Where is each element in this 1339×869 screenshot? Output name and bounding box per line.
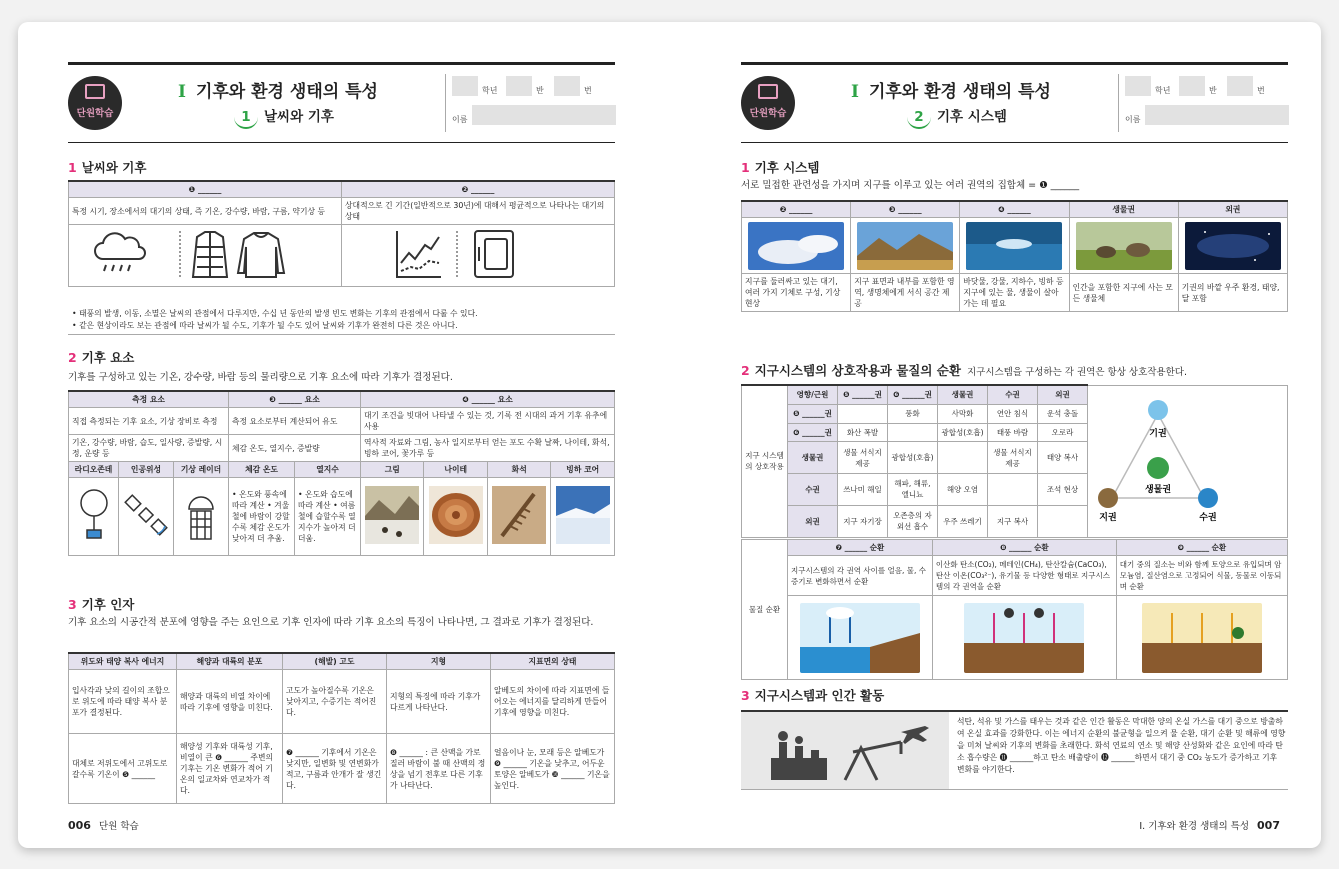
page-number: 007 (1257, 819, 1280, 832)
human-activity-illustration (741, 712, 949, 789)
header-ocean-land: 해양과 대륙의 분포 (177, 653, 283, 670)
s1-bottom-rule (68, 334, 615, 335)
sky-photo (748, 222, 844, 270)
right-footer (1139, 818, 1288, 832)
number-field[interactable] (554, 76, 580, 96)
section-2-heading (741, 361, 1187, 379)
unit-title (178, 77, 378, 102)
section-title: 날씨와 기후 (81, 160, 147, 175)
cell: 생물 서식지 제공 (838, 442, 888, 474)
carbon-cycle-desc: 이산화 탄소(CO₂), 메테인(CH₄), 탄산칼슘(CaCO₃), 탄산 이온(CO₃²⁻), 유기물 등 다양한 형태로 지구시스템의 각 권역을 순환 (932, 556, 1116, 596)
biosphere-photo-cell (1069, 218, 1178, 274)
fossil-cell (487, 478, 550, 556)
land-photo (857, 222, 953, 270)
header-outer-sphere: 외권 (1178, 201, 1287, 218)
radar-icon (181, 487, 221, 543)
derived-desc: 측정 요소로부터 계산되어 유도 (229, 408, 361, 435)
header-measured: 측정 요소 (69, 391, 229, 408)
grade-field[interactable] (1125, 76, 1151, 96)
name-field[interactable] (472, 105, 616, 125)
cell: 생물 서식지 제공 (988, 442, 1038, 474)
subtitle-text: 기후 시스템 (937, 109, 1007, 125)
header-atmosphere: ❷ ______ (742, 201, 851, 218)
textbook-spread (18, 22, 1321, 848)
cycle-row-label: 물질 순환 (742, 540, 788, 680)
unit-title-text: 기후와 환경 생태의 특성 (195, 82, 378, 102)
industry-svg (741, 712, 949, 789)
section-number: 3 (741, 688, 750, 703)
cell (838, 404, 888, 423)
class-field[interactable] (1179, 76, 1205, 96)
oil-pump-icon (845, 742, 901, 780)
unit-number: I (851, 82, 859, 102)
header-water-cycle: ❼ ______ 순환 (788, 540, 933, 556)
left-footer (68, 818, 139, 832)
water-cycle-diagram (800, 603, 920, 673)
surface-desc: 알베도의 차이에 따라 지표면에 들어오는 에너지를 달리하게 만들어 기후에 영향을 미친다. (491, 670, 615, 734)
row-sphere-5: ❺ ______권 (788, 404, 838, 423)
heat-index-desc: • 온도와 습도에 따라 계산 • 여름철에 습할수록 열지수가 높아져 더 더움. (295, 478, 361, 556)
section-3-heading (68, 595, 134, 613)
section-title: 지구시스템과 인간 활동 (754, 688, 885, 703)
cell (988, 474, 1038, 506)
biosphere-photo (1076, 222, 1172, 270)
book-icon (85, 84, 105, 99)
number-label: 번 (1257, 86, 1265, 95)
geosphere-desc: 지구 표면과 내부를 포함한 영역, 생명체에게 서식 공간 제공 (851, 274, 960, 312)
header-latitude: 위도와 태양 복사 에너지 (69, 653, 177, 670)
cell: 오존층의 자외선 흡수 (888, 505, 938, 537)
header-rule (741, 142, 1288, 143)
tree-ring-cell (424, 478, 487, 556)
top-rule (68, 62, 615, 65)
class-field[interactable] (506, 76, 532, 96)
header-hydrosphere: 수권 (988, 385, 1038, 404)
climate-factors-table (68, 652, 615, 804)
section-title: 기후 요소 (81, 350, 135, 365)
water-photo (966, 222, 1062, 270)
atmosphere-desc: 지구를 둘러싸고 있는 대기, 여러 가지 기체로 구성, 기상 현상 (742, 274, 851, 312)
latitude-desc: 입사각과 낮의 길이의 조합으로 위도에 따라 태양 복사 분포가 결정된다. (69, 670, 177, 734)
row-biosphere: 생물권 (788, 442, 838, 474)
section-1-heading (741, 158, 819, 176)
ocean-land-desc: 해양과 대륙의 비열 차이에 따라 기후에 영향을 미친다. (177, 670, 283, 734)
space-photo-cell (1178, 218, 1287, 274)
header-sphere-6: ❻ ______권 (888, 385, 938, 404)
number-label: 번 (584, 86, 592, 95)
header-geosphere: ❸ ______ (851, 201, 960, 218)
name-label: 이름 (1125, 115, 1141, 124)
subtitle-text: 날씨와 기후 (264, 109, 334, 125)
unit-title-text: 기후와 환경 생태의 특성 (868, 82, 1051, 102)
nitrogen-cycle-diagram (1142, 603, 1262, 673)
cell (1038, 505, 1088, 537)
grade-label: 학년 (1155, 86, 1171, 95)
measured-examples: 기온, 강수량, 바람, 습도, 일사량, 증발량, 시정, 운량 등 (69, 435, 229, 462)
s1-notes (72, 308, 612, 332)
header-source: 영향/근원 (788, 385, 838, 404)
climate-icons-svg (345, 227, 610, 281)
refrigerator-icon (475, 231, 513, 277)
space-photo (1185, 222, 1281, 270)
terrain-blank: ❽ ______ : 큰 산맥을 가로질러 바람이 불 때 산맥의 정상을 넘기 전후로 다른 기후가 나타난다. (387, 734, 491, 804)
sphere-triangle-cell (1088, 385, 1288, 537)
interaction-row-label: 지구 시스템의 상호작용 (742, 385, 788, 537)
cell (888, 423, 938, 442)
measured-desc: 직접 측정되는 기후 요소, 기상 장비로 측정 (69, 408, 229, 435)
sub-radar: 기상 레이더 (174, 462, 229, 478)
ocean-land-blank: 해양성 기후와 대륙성 기후, 비열이 큰 ❻ ______ 주변의 기후는 기온 변화가 적어 기온의 일교차와 연교차가 적다. (177, 734, 283, 804)
section-number: 2 (68, 350, 77, 365)
header-climate: ❷ ______ (342, 181, 615, 198)
climate-elements-table (68, 390, 615, 556)
painting-image (365, 486, 419, 544)
cell: 해파, 해류, 엘니뇨 (888, 474, 938, 506)
cell: 광합성(호흡) (888, 442, 938, 474)
cell: 쓰나미 해일 (838, 474, 888, 506)
carbon-cycle-diagram (964, 603, 1084, 673)
row-outer: 외권 (788, 505, 838, 537)
sub-tree-ring: 나이테 (424, 462, 487, 478)
number-field[interactable] (1227, 76, 1253, 96)
wave-icon (1198, 488, 1218, 508)
footer-text: I. 기후와 환경 생태의 특성 (1139, 821, 1250, 832)
left-page (68, 22, 615, 848)
tri-geosphere: 지권 (1099, 512, 1117, 523)
section-title: 기후 인자 (81, 597, 135, 612)
header-altitude: (해발) 고도 (283, 653, 387, 670)
tree-ring-image (429, 486, 483, 544)
section-number: 2 (741, 363, 750, 378)
top-rule (741, 62, 1288, 65)
section-title: 기후 시스템 (754, 160, 820, 175)
subtitle (234, 105, 334, 129)
line-graph-icon (397, 231, 441, 277)
latitude-blank: 대체로 저위도에서 고위도로 갈수록 기온이 ❺ ______ (69, 734, 177, 804)
header-derived: ❸ ______ 요소 (229, 391, 361, 408)
header-biosphere: 생물권 (938, 385, 988, 404)
water-photo-cell (960, 218, 1069, 274)
nitrogen-cycle-cell (1116, 596, 1287, 680)
unit-title (851, 77, 1051, 102)
cell: 지구 복사 (988, 505, 1038, 537)
cell: 태양 복사 (1038, 442, 1088, 474)
climate-desc: 상대적으로 긴 기간(일반적으로 30년)에 대해서 평균적으로 나타나는 대기의 상태 (342, 198, 615, 225)
weather-climate-table (68, 180, 615, 287)
radiosonde-icon (73, 487, 115, 543)
cell: 해양 오염 (938, 474, 988, 506)
section-number: 3 (68, 597, 77, 612)
cell: 사막화 (938, 404, 988, 423)
jacket-icon (193, 232, 227, 277)
weather-desc: 특정 시기, 장소에서의 대기의 상태, 즉 기온, 강수량, 바람, 구름, 약기상 등 (69, 198, 342, 225)
section-1-heading (68, 158, 146, 176)
name-label: 이름 (452, 115, 468, 124)
row-sphere-6: ❻ ______권 (788, 423, 838, 442)
cell: 태풍 바람 (988, 423, 1038, 442)
material-cycle-table (741, 539, 1288, 680)
nitrogen-cycle-desc: 대기 중의 질소는 비와 함께 토양으로 유입되며 암모늄염, 질산염으로 고정되어 식물, 동물로 이동되며 순환 (1116, 556, 1287, 596)
surface-blank: 얼음이나 눈, 모래 등은 알베도가 ❾ ______ 기온을 낮추고, 어두운 토양은 알베도가 ❿ ______ 기온을 높인다. (491, 734, 615, 804)
weather-icons (69, 225, 342, 287)
ice-core-cell (551, 478, 615, 556)
radar-cell (174, 478, 229, 556)
cloud-rain-icon (95, 233, 145, 271)
sub-painting: 그림 (361, 462, 424, 478)
cell: 지구 자기장 (838, 505, 888, 537)
s1-intro: 서로 밀접한 관련성을 가지며 지구를 이루고 있는 여러 권역의 집합체 = ❶ ______ (741, 180, 1080, 191)
tree-icon (1147, 457, 1169, 479)
radiosonde-cell (69, 478, 119, 556)
sky-photo-cell (742, 218, 851, 274)
human-activity-box (741, 710, 1288, 790)
header-carbon-cycle: ❽ ______ 순환 (932, 540, 1116, 556)
class-label: 반 (536, 86, 544, 95)
subtitle-number: 1 (234, 109, 258, 129)
section-subtext: 지구시스템을 구성하는 각 권역은 항상 상호작용한다. (966, 367, 1187, 378)
cell: 풍화 (888, 404, 938, 423)
painting-cell (361, 478, 424, 556)
note-2: • 같은 현상이라도 보는 관점에 따라 날씨가 될 수도, 기후가 될 수도 있어 날씨와 기후가 완전히 다른 것은 아니다. (72, 321, 458, 330)
airplane-icon (901, 726, 929, 744)
tri-hydrosphere: 수권 (1199, 512, 1217, 523)
unit-badge (68, 76, 122, 130)
badge-label: 단원학습 (749, 108, 787, 119)
climate-system-table (741, 200, 1288, 312)
satellite-icon (123, 490, 169, 540)
unit-badge (741, 76, 795, 130)
section-title: 지구시스템의 상호작용과 물질의 순환 (754, 363, 961, 378)
derived-examples: 체감 온도, 열지수, 증발량 (229, 435, 361, 462)
header-hydrosphere: ❹ ______ (960, 201, 1069, 218)
header-weather: ❶ ______ (69, 181, 342, 198)
sub-radiosonde: 라디오존데 (69, 462, 119, 478)
sub-feels-like: 체감 온도 (229, 462, 295, 478)
cell: 오로라 (1038, 423, 1088, 442)
header-proxy: ❹ ______ 요소 (361, 391, 615, 408)
cell: 화산 폭발 (838, 423, 888, 442)
badge-label: 단원학습 (76, 108, 114, 119)
grade-label: 학년 (482, 86, 498, 95)
rock-icon (1098, 488, 1118, 508)
cell: 연안 침식 (988, 404, 1038, 423)
satellite-cell (119, 478, 174, 556)
sweater-icon (238, 233, 284, 277)
name-field[interactable] (1145, 105, 1289, 125)
s2-intro: 기후를 구성하고 있는 기온, 강수량, 바람 등의 물리량으로 기후 요소에 따라 기후가 결정된다. (68, 372, 453, 383)
terrain-desc: 지형의 특징에 따라 기후가 다르게 나타난다. (387, 670, 491, 734)
section-2-heading (68, 348, 134, 366)
outer-sphere-desc: 기권의 바깥 우주 환경, 태양, 달 포함 (1178, 274, 1287, 312)
climate-icons (342, 225, 615, 287)
proxy-examples: 역사적 자료와 그림, 농사 일지로부터 얻는 포도 수확 날짜, 나이테, 화석, 빙하 코어, 꽃가루 등 (361, 435, 615, 462)
fossil-image (492, 486, 546, 544)
cell: 우주 쓰레기 (938, 505, 988, 537)
cell: 운석 충돌 (1038, 404, 1088, 423)
hydrosphere-desc: 바닷물, 강물, 지하수, 빙하 등 지구에 있는 물, 생물이 살아가는 데 필요 (960, 274, 1069, 312)
sub-fossil: 화석 (487, 462, 550, 478)
student-id-box (445, 74, 615, 132)
section-3-heading (741, 686, 884, 704)
sub-ice-core: 빙하 코어 (551, 462, 615, 478)
altitude-desc: 고도가 높아질수록 기온은 낮아지고, 수증기는 적어진다. (283, 670, 387, 734)
biosphere-desc: 인간을 포함한 지구에 사는 모든 생물체 (1069, 274, 1178, 312)
cloud-icon (1148, 400, 1168, 420)
header-biosphere: 생물권 (1069, 201, 1178, 218)
interaction-table (741, 384, 1288, 538)
section-number: 1 (68, 160, 77, 175)
water-cycle-cell (788, 596, 933, 680)
sphere-triangle-diagram (1088, 386, 1228, 534)
header-sphere-5: ❺ ______권 (838, 385, 888, 404)
unit-number: I (178, 82, 186, 102)
header-surface: 지표면의 상태 (491, 653, 615, 670)
factory-icon (771, 731, 827, 780)
section-number: 1 (741, 160, 750, 175)
cell: 조석 현상 (1038, 474, 1088, 506)
proxy-desc: 대기 조건을 빗대어 나타낼 수 있는 것, 기록 전 시대의 과거 기후 유추에 사용 (361, 408, 615, 435)
header-nitrogen-cycle: ❾ ______ 순환 (1116, 540, 1287, 556)
tri-biosphere: 생물권 (1144, 484, 1172, 495)
feels-like-desc: • 온도와 풍속에 따라 계산 • 겨울철에 바람이 강할수록 체감 온도가 낮아져 더 추움. (229, 478, 295, 556)
ice-core-image (556, 486, 610, 544)
page-number: 006 (68, 819, 91, 832)
subtitle-number: 2 (907, 109, 931, 129)
right-page (741, 22, 1288, 848)
carbon-cycle-cell (932, 596, 1116, 680)
human-activity-text: 석탄, 석유 및 가스를 태우는 것과 같은 인간 활동은 막대한 양의 온실 가스를 대기 중으로 방출하여 온실 효과를 강화한다. 이는 에너지 순환의 불균형을 일으켜 물 순환, 대기 순환 및 해류에 영향을 미쳐 날씨와 기후의 변화를 초래한다. 화석 연료의 연소 및 해양 산성화와 같은 요인에 따라 탄소 흡수량은 ⓫ ______하고 탄소 배출량이 ⓬ ______하면서 대기 중 CO₂ 농도가 증가하고 기후 변화를 야기한다. (957, 717, 1286, 774)
subtitle (907, 105, 1007, 129)
book-icon (758, 84, 778, 99)
cell (938, 442, 988, 474)
tri-atmosphere: 기권 (1149, 428, 1167, 439)
water-cycle-desc: 지구시스템의 각 권역 사이를 얼음, 물, 수증기로 변화하면서 순환 (788, 556, 933, 596)
row-hydrosphere: 수권 (788, 474, 838, 506)
altitude-blank: ❼ ______ 기후에서 기온은 낮지만, 일변화 및 연변화가 적고, 구름과 안개가 잘 생긴다. (283, 734, 387, 804)
weather-icons-svg (72, 227, 337, 281)
footer-text: 단원 학습 (98, 821, 139, 832)
sub-heat-index: 열지수 (295, 462, 361, 478)
sub-satellite: 인공위성 (119, 462, 174, 478)
class-label: 반 (1209, 86, 1217, 95)
header-terrain: 지형 (387, 653, 491, 670)
note-1: • 태풍의 발생, 이동, 소멸은 날씨의 관점에서 다루지만, 수십 년 동안의 발생 빈도 변화는 기후의 관점에서 다룰 수 있다. (72, 309, 478, 318)
header-rule (68, 142, 615, 143)
s3-intro: 기후 요소의 시공간적 분포에 영향을 주는 요인으로 기후 인자에 따라 기후 요소의 특징이 나타나면, 그 결과로 기후가 결정된다. (68, 617, 594, 628)
header-outer: 외권 (1038, 385, 1088, 404)
land-photo-cell (851, 218, 960, 274)
cell: 광합성(호흡) (938, 423, 988, 442)
grade-field[interactable] (452, 76, 478, 96)
student-id-box (1118, 74, 1288, 132)
